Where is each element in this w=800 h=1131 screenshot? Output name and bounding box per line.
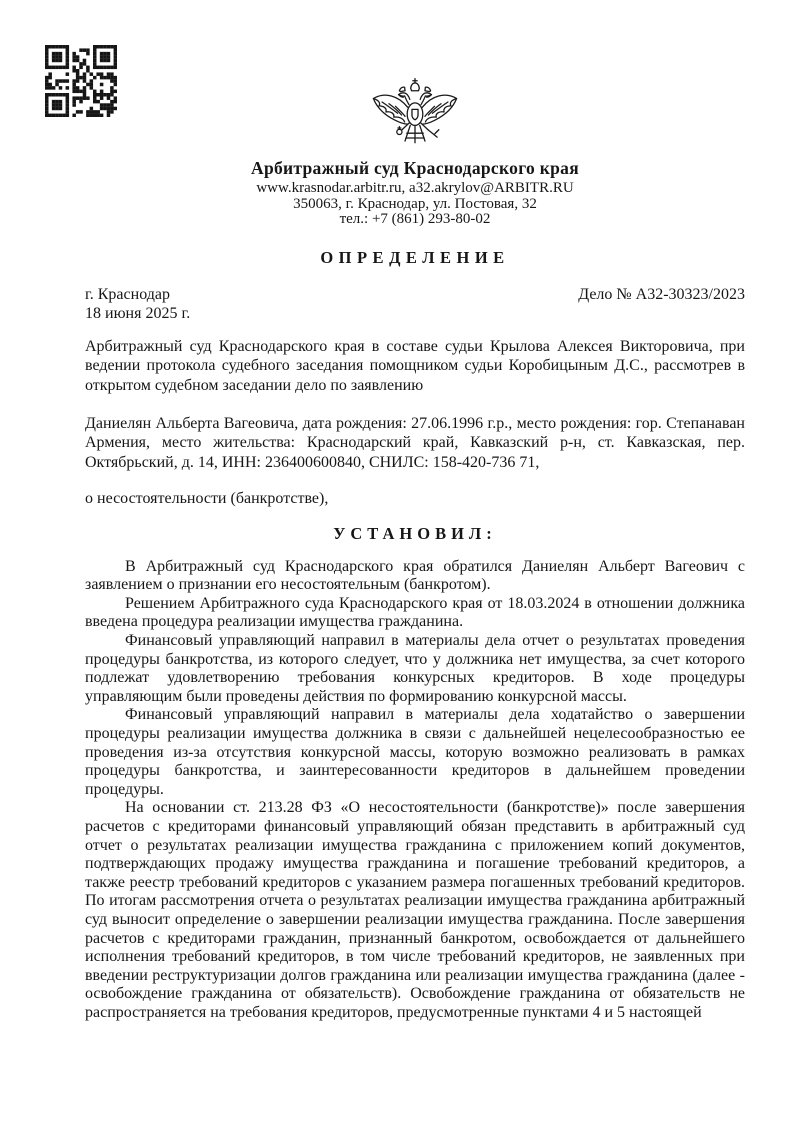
court-address: 350063, г. Краснодар, ул. Постовая, 32 xyxy=(293,195,537,212)
case-number: Дело № А32-30323/2023 xyxy=(578,285,745,303)
court-header xyxy=(85,76,745,268)
document-meta xyxy=(85,285,745,324)
body-paragraph: Финансовый управляющий направил в материалы дела ходатайство о завершении процедуры реализации имущества должника в связи с дальнейшей нецелесообразностью ее проведения из-за отсутствия конкурсной массы, которую возможно реализовать в рамках процедуры банкротства, и заинтересованности кредиторов в дальнейшем проведении процедуры. xyxy=(85,706,745,798)
court-phone: тел.: +7 (861) 293-80-02 xyxy=(339,211,491,228)
body-paragraph: На основании ст. 213.28 ФЗ «О несостоятельности (банкротстве)» после завершения расчетов с кредиторами финансовый управляющий обязан представить в арбитражный суд отчет о результатах реализации имущества гражданина с приложением копий документов, подтверждающих продажу имущества гражданина и погашение требований кредиторов, а также реестр требований кредиторов с указанием размера погашенных требований кредиторов. По итогам рассмотрения отчета о результатах реализации имущества гражданина арбитражный суд выносит определение о завершении реализации имущества гражданина. После завершения расчетов с кредиторами гражданин, признанный банкротом, освобождается от дальнейшего исполнения требований кредиторов, в том числе требований кредиторов, не заявленных при введении реструктуризации долгов гражданина или реализации имущества гражданина (далее - освобождение гражданина от обязательств). Освобождение гражданина от обязательств не распространяется на требования кредиторов, предусмотренные пунктами 4 и 5 настоящей xyxy=(85,799,745,1021)
body-paragraph: Финансовый управляющий направил в материалы дела отчет о результатах проведения процедуры банкротства, из которого следует, что у должника нет имущества, за счет которого подлежат удовлетворению требования конкурсных кредиторов. В ходе процедуры управляющим были проведены действия по формированию конкурсной массы. xyxy=(85,632,745,705)
date: 18 июня 2025 г. xyxy=(85,305,191,323)
document-title: ОПРЕДЕЛЕНИЕ xyxy=(320,247,510,267)
court-website-email: www.krasnodar.arbitr.ru, a32.akrylov@ARBITR.RU xyxy=(256,180,574,196)
document-content xyxy=(85,76,745,1022)
court-composition-paragraph: Арбитражный суд Краснодарского края в составе судьи Крылова Алексея Викторовича, при ведении протокола судебного заседания помощником судьи Коробицыным Д.С., рассмотрев в открытом судебном заседании дело по заявлению xyxy=(85,337,745,394)
body-paragraph: В Арбитражный суд Краснодарского края обратился Даниелян Альберт Вагеович с заявлением о признании его несостоятельным (банкротом). xyxy=(85,557,745,594)
court-name: Арбитражный суд Краснодарского края xyxy=(251,158,579,178)
document-body xyxy=(85,558,745,1023)
resolution-heading: УСТАНОВИЛ: xyxy=(333,523,497,543)
debtor-info-paragraph: Даниелян Альберта Вагеовича, дата рождения: 27.06.1996 г.р., место рождения: гор. Степанаван Армения, место жительства: Краснодарский край, Кавказский р-н, ст. Кавказская, пер. Октябрьский, д. 14, ИНН: 236400600840, СНИЛС: 158-420-736 71, xyxy=(85,415,745,471)
place-and-date xyxy=(85,285,190,324)
city: г. Краснодар xyxy=(85,285,170,303)
body-paragraph: Решением Арбитражного суда Краснодарского края от 18.03.2024 в отношении должника введена процедура реализации имущества гражданина. xyxy=(85,594,745,631)
russian-coat-of-arms-icon xyxy=(363,76,467,154)
case-subject: о несостоятельности (банкротстве), xyxy=(85,490,329,508)
court-contacts xyxy=(85,181,745,228)
